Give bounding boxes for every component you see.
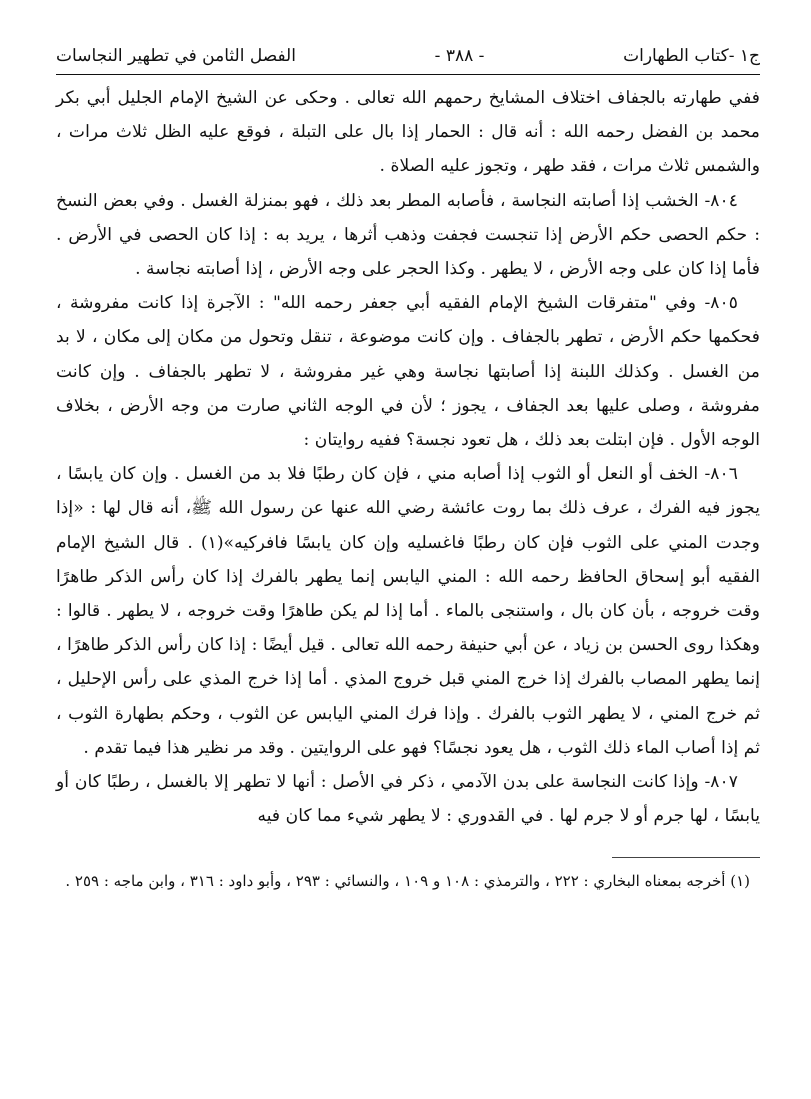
paragraph-805: ٨٠٥- وفي "متفرقات الشيخ الإمام الفقيه أبي جعفر رحمه الله" : الآجرة إذا كانت مفروشة ، فحكمها حكم الأرض ، تطهر بالجفاف . وإن كانت موضوعة ، تنقل وتحول من مكان إلى مكان ، لا بد من الغسل . وكذلك اللبنة إذا أصابتها نجاسة وهي غير مفروشة ، لا تطهر بالجفاف . وإن كانت مفروشة ، وصلى عليها بعد الجفاف ، يجوز ؛ لأن في الوجه الثاني صارت من وجه الأرض ، بخلاف الوجه الأول . فإن ابتلت بعد ذلك ، هل تعود نجسة؟ ففيه روايتان : (56, 293, 760, 451)
book-title: ج١ -كتاب الطهارات (623, 46, 760, 66)
chapter-title: الفصل الثامن في تطهير النجاسات (56, 46, 296, 66)
footnote: (١) أخرجه بمعناه البخاري : ٢٢٢ ، والترمذي : ١٠٨ و ١٠٩ ، والنسائي : ٢٩٣ ، وأبو داود : ٣١٦ ، وابن ماجه : ٢٥٩ . (65, 872, 750, 891)
page-number: - ٣٨٨ - (434, 46, 485, 66)
paragraph-806: ٨٠٦- الخف أو النعل أو الثوب إذا أصابه مني ، فإن كان رطبًا فلا بد من الغسل . وإن كان يابسًا ، يجوز فيه الفرك ، عرف ذلك بما روت عائشة رضي الله عنها عن رسول الله ﷺ، أنه قال لها : «إذا وجدت المني على الثوب فإن كان رطبًا فاغسليه وإن كان يابسًا فافركيه»(١) . قال الشيخ الإمام الفقيه أبو إسحاق الحافظ رحمه الله : المني اليابس إنما يطهر بالفرك إذا كان رأس الذكر طاهرًا وقت خروجه ، بأن كان بال ، واستنجى بالماء . أما إذا لم يكن طاهرًا وقت خروجه ، لا يطهر . قالوا : وهكذا روى الحسن بن زياد ، عن أبي حنيفة رحمه الله تعالى . قيل أيضًا : إذا كان رأس الذكر طاهرًا ، إنما يطهر المصاب بالفرك إذا خرج المني قبل خروج المذي . أما إذا خرج المذي على رأس الإحليل ، ثم خرج المني ، لا يطهر الثوب بالفرك . وإذا فرك المني اليابس عن الثوب ، وحكم بطهارة الثوب ، ثم إذا أصاب الماء ذلك الثوب ، هل يعود نجسًا؟ فهو على الروايتين . وقد مر نظير هذا فيما تقدم . (56, 464, 760, 758)
paragraph-continuation: ففي طهارته بالجفاف اختلاف المشايخ رحمهم الله تعالى . وحكى عن الشيخ الإمام الجليل أبي بكر محمد بن الفضل رحمه الله : أنه قال : الحمار إذا بال على التبلة ، فوقع عليه الظل ثلاث مرات ، والشمس ثلاث مرات ، فقد طهر ، وتجوز عليه الصلاة . (56, 88, 760, 177)
paragraph-807: ٨٠٧- وإذا كانت النجاسة على بدن الآدمي ، ذكر في الأصل : أنها لا تطهر إلا بالغسل ، رطبًا كان أو يابسًا ، لها جرم أو لا جرم لها . في القدوري : لا يطهر شيء مما كان فيه (56, 772, 760, 827)
paragraph-804: ٨٠٤- الخشب إذا أصابته النجاسة ، فأصابه المطر بعد ذلك ، فهو بمنزلة الغسل . وفي بعض النسخ : حكم الحصى حكم الأرض إذا تنجست فجفت وذهب أثرها ، يريد به : إذا كان الحصى في الأرض . فأما إذا كان على وجه الأرض ، لا يطهر . وكذا الحجر على وجه الأرض ، إذا أصابته نجاسة . (56, 190, 760, 280)
footnote-divider (612, 857, 760, 858)
body-text (56, 81, 760, 833)
running-header (56, 44, 760, 75)
document-page (56, 44, 760, 895)
